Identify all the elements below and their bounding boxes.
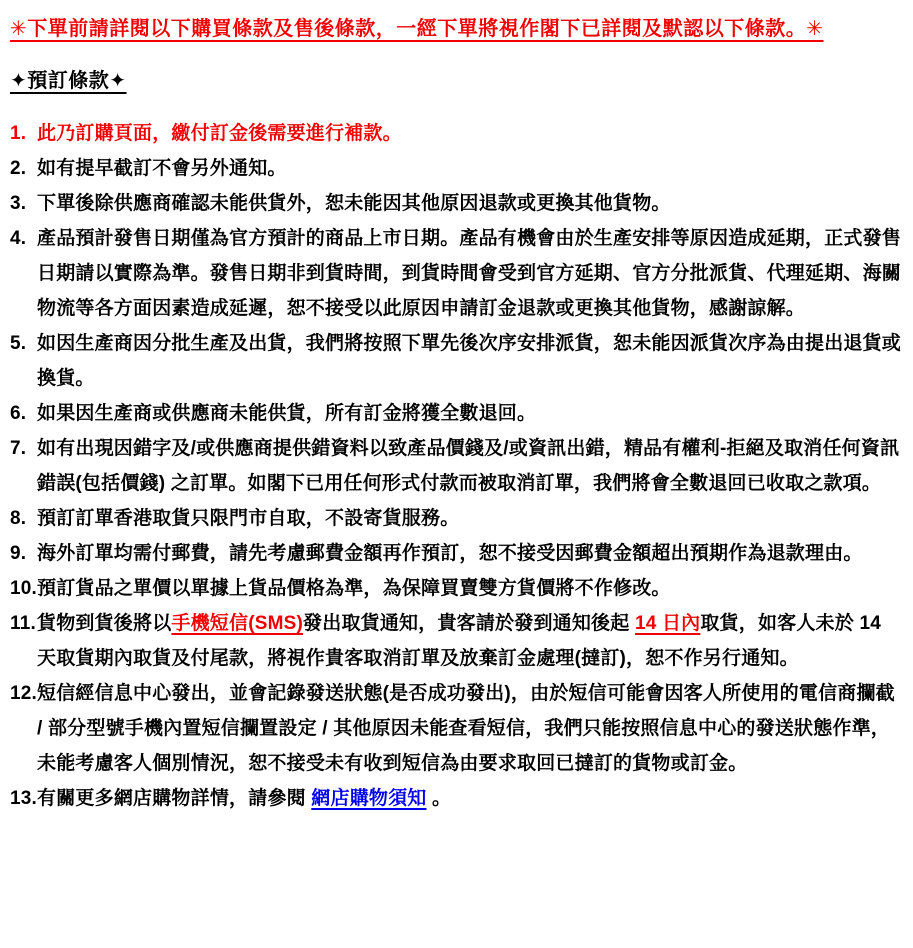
term-text-segment: 短信經信息中心發出，並會記錄發送狀態(是否成功發出)，由於短信可能會因客人所使用的電信商攔截 / 部分型號手機內置短信攔置設定 / 其他原因未能查看短信，我們只能按照信息中心的發送狀態作準，未能考慮客人個別情況，恕不接受未有收到短信為由要求取回已撻訂的貨物或訂金。 (37, 683, 895, 774)
term-text-segment: 如因生產商因分批生產及出貨，我們將按照下單先後次序安排派貨，恕未能因派貨次序為由提出退貨或換貨。 (37, 333, 902, 389)
store-shopping-guide-link[interactable]: 網店購物須知 (311, 788, 427, 809)
term-item (10, 151, 901, 186)
term-text (37, 431, 901, 501)
purchase-notice-banner: ✳下單前請詳閱以下購買條款及售後條款，一經下單將視作閣下已詳閱及默認以下條款。✳ (10, 18, 824, 40)
term-item (10, 571, 901, 606)
term-text-segment: 產品預計發售日期僅為官方預計的商品上市日期。產品有機會由於生產安排等原因造成延期，正式發售日期請以實際為準。發售日期非到貨時間，到貨時間會受到官方延期、官方分批派貨、代理延期、海關物流等各方面因素造成延遲，恕不接受以此原因申請訂金退款或更換其他貨物，感謝諒解。 (37, 228, 902, 319)
term-text-segment: 手機短信(SMS) (171, 613, 304, 634)
term-item (10, 501, 901, 536)
term-text-segment: 下單後除供應商確認未能供貨外，恕未能因其他原因退款或更換其他貨物。 (37, 193, 671, 214)
term-text (37, 221, 901, 326)
term-text (37, 396, 901, 431)
term-item (10, 221, 901, 326)
terms-list (10, 116, 901, 816)
term-text-segment: 貨物到貨後將以 (37, 613, 172, 634)
term-item (10, 431, 901, 501)
term-item (10, 396, 901, 431)
term-text-segment: 取貨，如客人未於 14 天取貨期內取貨及付尾款，將視作貴客取消訂單及放棄訂金處理(撻訂)，恕不作另行通知。 (37, 613, 881, 669)
term-text (37, 151, 901, 186)
term-item (10, 116, 901, 151)
term-item (10, 676, 901, 781)
term-number: 13. (10, 788, 38, 809)
term-number: 11. (10, 613, 36, 634)
term-text-segment: 如有出現因錯字及/或供應商提供錯資料以致產品價錢及/或資訊出錯，精品有權利-拒絕及取消任何資訊錯誤(包括價錢) 之訂單。如閣下已用任何形式付款而被取消訂單，我們將會全數退回已收取之款項。 (37, 438, 900, 494)
term-text-segment: 14 日內 (634, 613, 701, 634)
term-item (10, 326, 901, 396)
term-text-segment: 發出取貨通知，貴客請於發到通知後起 (303, 613, 635, 634)
term-number: 12. (10, 683, 38, 704)
term-item (10, 781, 901, 816)
term-number: 6. (10, 403, 27, 424)
term-text (37, 536, 901, 571)
term-number: 8. (10, 508, 27, 529)
term-number: 10. (10, 578, 38, 599)
term-text (37, 676, 901, 781)
term-number: 3. (10, 193, 27, 214)
term-text-segment: 有關更多網店購物詳情，請參閱 (37, 788, 312, 809)
term-item (10, 186, 901, 221)
term-text-segment: 如有提早截訂不會另外通知。 (37, 158, 287, 179)
term-text (37, 116, 901, 151)
term-text (37, 571, 901, 606)
term-text (37, 501, 901, 536)
term-item (10, 606, 901, 676)
term-text-segment: 預訂訂單香港取貨只限門市自取，不設寄貨服務。 (37, 508, 460, 529)
term-number: 1. (10, 123, 27, 144)
term-number: 5. (10, 333, 27, 354)
term-text-segment: 。 (426, 788, 452, 809)
term-number: 9. (10, 543, 27, 564)
term-text (37, 606, 901, 676)
term-text (37, 186, 901, 221)
term-text (37, 781, 901, 816)
term-text-segment: 海外訂單均需付郵費，請先考慮郵費金額再作預訂，恕不接受因郵費金額超出預期作為退款理由。 (37, 543, 863, 564)
term-text-segment: 預訂貨品之單價以單據上貨品價格為準，為保障買賣雙方貨價將不作修改。 (37, 578, 671, 599)
term-number: 4. (10, 228, 27, 249)
preorder-terms-section-title: ✦預訂條款✦ (10, 70, 127, 92)
term-text-segment: 此乃訂購頁面，繳付訂金後需要進行補款。 (37, 123, 402, 144)
term-text (37, 326, 901, 396)
term-item (10, 536, 901, 571)
term-number: 2. (10, 158, 27, 179)
term-text-segment: 如果因生產商或供應商未能供貨，所有訂金將獲全數退回。 (37, 403, 537, 424)
term-number: 7. (10, 438, 27, 459)
